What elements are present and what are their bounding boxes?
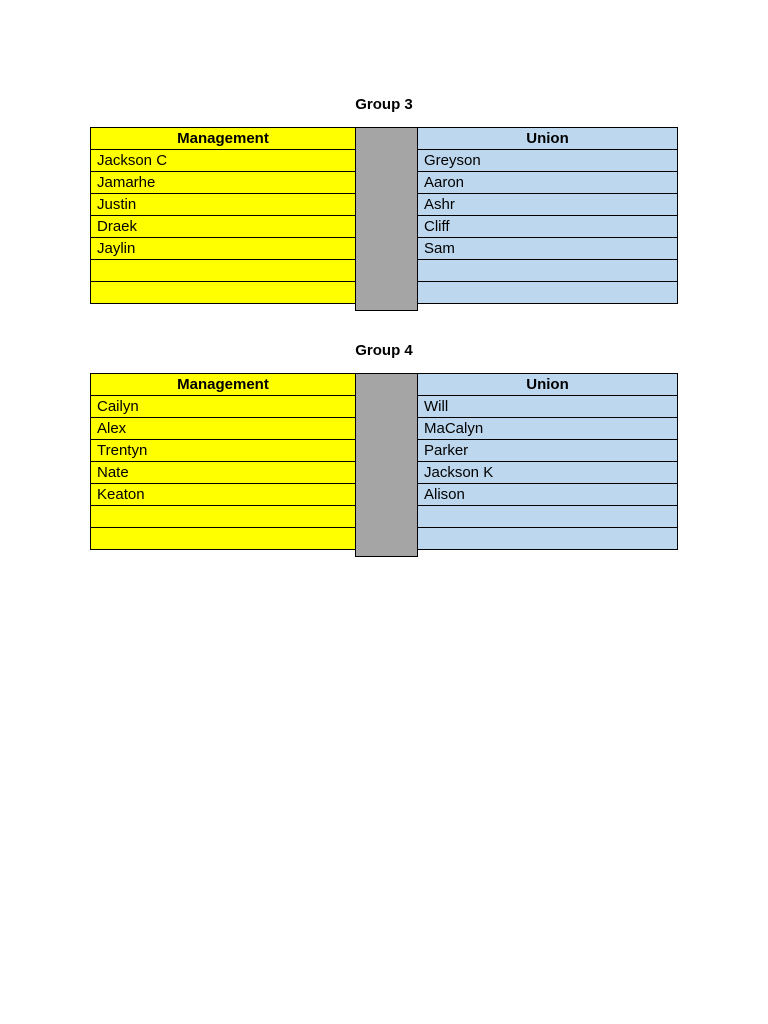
management-cell: Cailyn bbox=[90, 395, 356, 418]
union-cell: Parker bbox=[417, 439, 678, 462]
union-cell: Jackson K bbox=[417, 461, 678, 484]
divider-column bbox=[355, 373, 418, 557]
divider-column bbox=[355, 127, 418, 311]
management-cell bbox=[90, 527, 356, 550]
union-column bbox=[417, 127, 678, 304]
management-cell bbox=[90, 505, 356, 528]
union-cell: Alison bbox=[417, 483, 678, 506]
management-cell: Justin bbox=[90, 193, 356, 216]
union-cell: MaCalyn bbox=[417, 417, 678, 440]
management-cell: Alex bbox=[90, 417, 356, 440]
management-column bbox=[90, 127, 356, 304]
union-header: Union bbox=[417, 373, 678, 396]
union-cell: Sam bbox=[417, 237, 678, 260]
union-column bbox=[417, 373, 678, 550]
management-cell: Trentyn bbox=[90, 439, 356, 462]
union-header: Union bbox=[417, 127, 678, 150]
union-cell: Will bbox=[417, 395, 678, 418]
management-header: Management bbox=[90, 127, 356, 150]
union-cell: Greyson bbox=[417, 149, 678, 172]
union-cell: Aaron bbox=[417, 171, 678, 194]
management-cell: Draek bbox=[90, 215, 356, 238]
management-cell: Jackson C bbox=[90, 149, 356, 172]
union-cell: Ashr bbox=[417, 193, 678, 216]
union-cell bbox=[417, 259, 678, 282]
group-4-table bbox=[90, 373, 678, 557]
union-cell bbox=[417, 281, 678, 304]
management-header: Management bbox=[90, 373, 356, 396]
group-4-title: Group 4 bbox=[355, 342, 413, 359]
management-column bbox=[90, 373, 356, 550]
management-cell bbox=[90, 281, 356, 304]
management-cell: Jamarhe bbox=[90, 171, 356, 194]
group-3-table bbox=[90, 127, 678, 311]
management-cell: Nate bbox=[90, 461, 356, 484]
union-cell: Cliff bbox=[417, 215, 678, 238]
management-cell: Jaylin bbox=[90, 237, 356, 260]
union-cell bbox=[417, 527, 678, 550]
group-3-title: Group 3 bbox=[355, 96, 413, 113]
union-cell bbox=[417, 505, 678, 528]
management-cell bbox=[90, 259, 356, 282]
management-cell: Keaton bbox=[90, 483, 356, 506]
